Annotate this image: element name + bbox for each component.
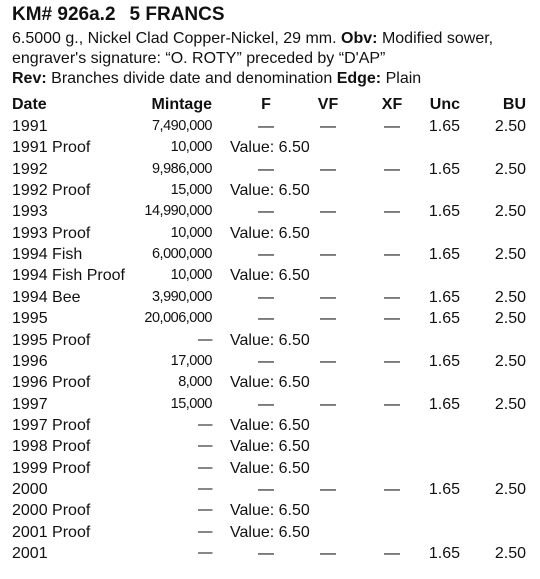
- row-mintage: 15,000: [170, 395, 212, 412]
- row-f: —: [258, 288, 274, 306]
- col-xf: XF: [381, 96, 403, 113]
- row-vf: —: [320, 118, 336, 135]
- row-vf: —: [320, 480, 336, 498]
- row-vf: —: [320, 288, 336, 306]
- row-proof-value: Value: 6.50: [230, 438, 310, 456]
- col-unc: Unc: [429, 96, 460, 113]
- coin-description: [12, 29, 532, 89]
- row-mintage: 6,000,000: [151, 246, 212, 263]
- row-proof-value: Value: 6.50: [230, 139, 310, 157]
- row-mintage: 10,000: [170, 224, 212, 241]
- row-mintage: 7,490,000: [151, 118, 212, 134]
- table-row: [0, 287, 540, 308]
- row-mintage: —: [198, 502, 212, 519]
- row-xf: —: [384, 480, 400, 498]
- table-row: [0, 436, 540, 457]
- row-f: —: [258, 246, 274, 264]
- row-proof-value: Value: 6.50: [230, 416, 310, 434]
- col-mintage: Mintage: [151, 96, 212, 113]
- row-bu: 2.50: [494, 246, 526, 264]
- row-date: 1991 Proof: [12, 139, 91, 157]
- row-date: 1996: [12, 352, 48, 370]
- row-date: 1995: [12, 310, 48, 328]
- table-row: [0, 394, 540, 415]
- specs-text: 6.5000 g., Nickel Clad Copper-Nickel, 29 mm.: [12, 30, 337, 47]
- row-f: —: [258, 352, 274, 370]
- edge-label: Edge:: [336, 70, 382, 87]
- row-unc: 1.65: [428, 545, 460, 562]
- table-row: [0, 543, 540, 564]
- row-unc: 1.65: [428, 395, 460, 413]
- denomination: 5 FRANCS: [129, 4, 225, 25]
- row-f: —: [258, 203, 274, 221]
- row-mintage: 17,000: [170, 352, 212, 369]
- rev-text: Branches divide date and denomination: [51, 70, 333, 87]
- row-mintage: 10,000: [170, 139, 212, 156]
- row-xf: —: [384, 395, 400, 413]
- entry-title: [12, 4, 225, 26]
- table-row: [0, 522, 540, 543]
- row-vf: —: [320, 545, 336, 562]
- col-vf: VF: [317, 96, 339, 113]
- row-date: 1994 Bee: [12, 288, 81, 306]
- row-mintage: 9,986,000: [151, 160, 212, 177]
- row-proof-value: Value: 6.50: [230, 374, 310, 392]
- row-unc: 1.65: [428, 203, 460, 221]
- table-row: [0, 308, 540, 329]
- row-mintage: 8,000: [178, 374, 212, 391]
- row-unc: 1.65: [428, 246, 460, 264]
- row-vf: —: [320, 310, 336, 328]
- table-row: [0, 479, 540, 500]
- row-xf: —: [384, 545, 400, 562]
- row-date: 2000: [12, 480, 48, 498]
- row-date: 1997: [12, 395, 48, 413]
- row-mintage: —: [198, 459, 212, 476]
- table-row: [0, 265, 540, 286]
- row-date: 1994 Fish Proof: [12, 267, 125, 285]
- row-bu: 2.50: [494, 203, 526, 221]
- row-unc: 1.65: [428, 288, 460, 306]
- rev-label: Rev:: [12, 70, 47, 87]
- row-xf: —: [384, 310, 400, 328]
- row-vf: —: [320, 352, 336, 370]
- row-proof-value: Value: 6.50: [230, 331, 310, 349]
- row-date: 1993: [12, 203, 48, 221]
- row-proof-value: Value: 6.50: [230, 502, 310, 520]
- row-unc: 1.65: [428, 352, 460, 370]
- table-row: [0, 500, 540, 521]
- row-mintage: 15,000: [170, 182, 212, 199]
- row-vf: —: [320, 246, 336, 264]
- row-proof-value: Value: 6.50: [230, 267, 310, 285]
- row-date: 1992: [12, 160, 48, 178]
- row-date: 1999 Proof: [12, 459, 91, 477]
- col-date: Date: [12, 96, 47, 113]
- table-header: [0, 94, 540, 115]
- row-date: 2001 Proof: [12, 523, 91, 541]
- row-date: 2001: [12, 545, 48, 562]
- row-unc: 1.65: [428, 310, 460, 328]
- row-date: 2000 Proof: [12, 502, 91, 520]
- row-bu: 2.50: [494, 352, 526, 370]
- table-row: [0, 116, 540, 137]
- row-date: 1992 Proof: [12, 182, 91, 200]
- row-date: 1996 Proof: [12, 374, 91, 392]
- row-mintage: —: [198, 545, 212, 561]
- row-xf: —: [384, 352, 400, 370]
- table-row: [0, 159, 540, 180]
- row-bu: 2.50: [494, 118, 526, 135]
- col-f: F: [261, 96, 271, 113]
- row-xf: —: [384, 288, 400, 306]
- row-date: 1994 Fish: [12, 246, 83, 264]
- table-row: [0, 137, 540, 158]
- row-bu: 2.50: [494, 480, 526, 498]
- row-date: 1995 Proof: [12, 331, 91, 349]
- row-date: 1997 Proof: [12, 416, 91, 434]
- table-row: [0, 415, 540, 436]
- row-date: 1993 Proof: [12, 224, 91, 242]
- row-f: —: [258, 118, 274, 135]
- row-vf: —: [320, 160, 336, 178]
- table-row: [0, 201, 540, 222]
- row-proof-value: Value: 6.50: [230, 224, 310, 242]
- row-unc: 1.65: [428, 118, 460, 135]
- obv-text: Modified sower, engraver's signature: “O. ROTY” preceded by “D'AP”: [12, 30, 494, 67]
- edge-text: Plain: [385, 70, 422, 87]
- catalog-number: KM# 926a.2: [12, 4, 116, 25]
- row-f: —: [258, 310, 274, 328]
- table-row: [0, 372, 540, 393]
- row-xf: —: [384, 160, 400, 178]
- table-row: [0, 330, 540, 351]
- table-row: [0, 223, 540, 244]
- row-bu: 2.50: [494, 310, 526, 328]
- row-xf: —: [384, 118, 400, 135]
- row-date: 1991: [12, 118, 48, 135]
- row-proof-value: Value: 6.50: [230, 523, 310, 541]
- row-mintage: 14,990,000: [144, 203, 212, 220]
- row-mintage: —: [198, 480, 212, 497]
- row-mintage: 20,006,000: [144, 310, 212, 327]
- row-mintage: 3,990,000: [151, 288, 212, 305]
- table-row: [0, 180, 540, 201]
- row-f: —: [258, 395, 274, 413]
- row-f: —: [258, 545, 274, 562]
- row-mintage: —: [198, 523, 212, 540]
- row-bu: 2.50: [494, 545, 526, 562]
- row-bu: 2.50: [494, 288, 526, 306]
- row-f: —: [258, 160, 274, 178]
- row-mintage: —: [198, 331, 212, 348]
- row-vf: —: [320, 203, 336, 221]
- row-proof-value: Value: 6.50: [230, 182, 310, 200]
- row-mintage: —: [198, 416, 212, 433]
- row-xf: —: [384, 203, 400, 221]
- obv-label: Obv:: [341, 30, 378, 47]
- row-mintage: 10,000: [170, 267, 212, 284]
- table-row: [0, 458, 540, 479]
- row-unc: 1.65: [428, 160, 460, 178]
- row-bu: 2.50: [494, 160, 526, 178]
- row-proof-value: Value: 6.50: [230, 459, 310, 477]
- row-mintage: —: [198, 438, 212, 455]
- col-bu: BU: [502, 96, 526, 113]
- row-xf: —: [384, 246, 400, 264]
- table-row: [0, 351, 540, 372]
- row-bu: 2.50: [494, 395, 526, 413]
- row-f: —: [258, 480, 274, 498]
- table-row: [0, 244, 540, 265]
- row-date: 1998 Proof: [12, 438, 91, 456]
- row-vf: —: [320, 395, 336, 413]
- row-unc: 1.65: [428, 480, 460, 498]
